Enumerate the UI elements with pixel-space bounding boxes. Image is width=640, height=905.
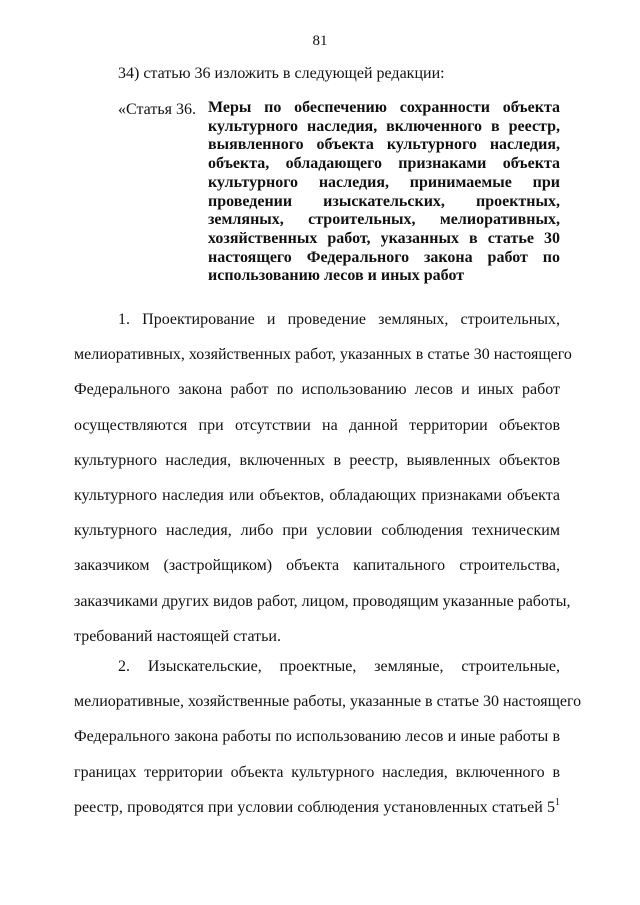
paragraph-line: мелиоративных, хозяйственных работ, указанных в статье 30 настоящего (74, 346, 572, 364)
article-title-line: объекта, обладающего признаками объекта (208, 155, 560, 173)
paragraph-line: осуществляются при отсутствии на данной территории объектов (74, 416, 560, 434)
paragraph-line-with-superscript (74, 790, 560, 825)
paragraph-line: мелиоративные, хозяйственные работы, указанные в статье 30 настоящего (74, 693, 582, 711)
superscript: 1 (555, 796, 560, 808)
article-title-line: использованию лесов и иных работ (208, 267, 465, 285)
article-title-line: проведении изыскательских, проектных, (208, 192, 560, 210)
paragraph-line: культурного наследия или объектов, обладающих признаками объекта (74, 486, 560, 504)
article-title-line: культурного наследия, включенного в реестр, (208, 117, 560, 135)
paragraph-line: Федерального закона работ по использованию лесов и иных работ (74, 381, 560, 399)
article-title-line: хозяйственных работ, указанных в статье 30 (208, 229, 560, 247)
paragraph-line: требований настоящей статьи. (74, 627, 281, 645)
paragraph-2 (74, 649, 582, 825)
article-label: «Статья 36. (118, 101, 196, 118)
article-title-line: Меры по обеспечению сохранности объекта (208, 99, 560, 116)
paragraph-line: заказчиками других видов работ, лицом, проводящим указанные работы, (74, 592, 571, 610)
article-title-line: земляных, строительных, мелиоративных, (208, 211, 560, 229)
article-title-line: выявленного объекта культурного наследия, (208, 136, 560, 154)
page-number: 81 (312, 33, 328, 49)
article-title (208, 99, 560, 286)
paragraph-line: культурного наследия, включенных в реестр, выявленных объектов (74, 451, 560, 469)
paragraph-line-text: реестр, проводятся при условии соблюдения установленных статьей 5 (74, 798, 555, 816)
article-title-line: настоящего Федерального закона работ по (208, 248, 560, 266)
paragraph-line: культурного наследия, либо при условии соблюдения техническим (74, 522, 560, 540)
paragraph-line: границах территории объекта культурного наследия, включенного в (74, 763, 560, 781)
paragraph-line: 2. Изыскательские, проектные, земляные, строительные, (118, 658, 560, 675)
article-title-line: культурного наследия, принимаемые при (208, 173, 560, 191)
paragraph-line: Федерального закона работы по использованию лесов и иные работы в (74, 728, 560, 746)
paragraph-1 (74, 302, 572, 654)
intro-line: 34) статью 36 изложить в следующей редакции: (118, 65, 445, 82)
paragraph-line: заказчиком (застройщиком) объекта капитального строительства, (74, 557, 560, 575)
paragraph-line: 1. Проектирование и проведение земляных, строительных, (118, 311, 560, 328)
